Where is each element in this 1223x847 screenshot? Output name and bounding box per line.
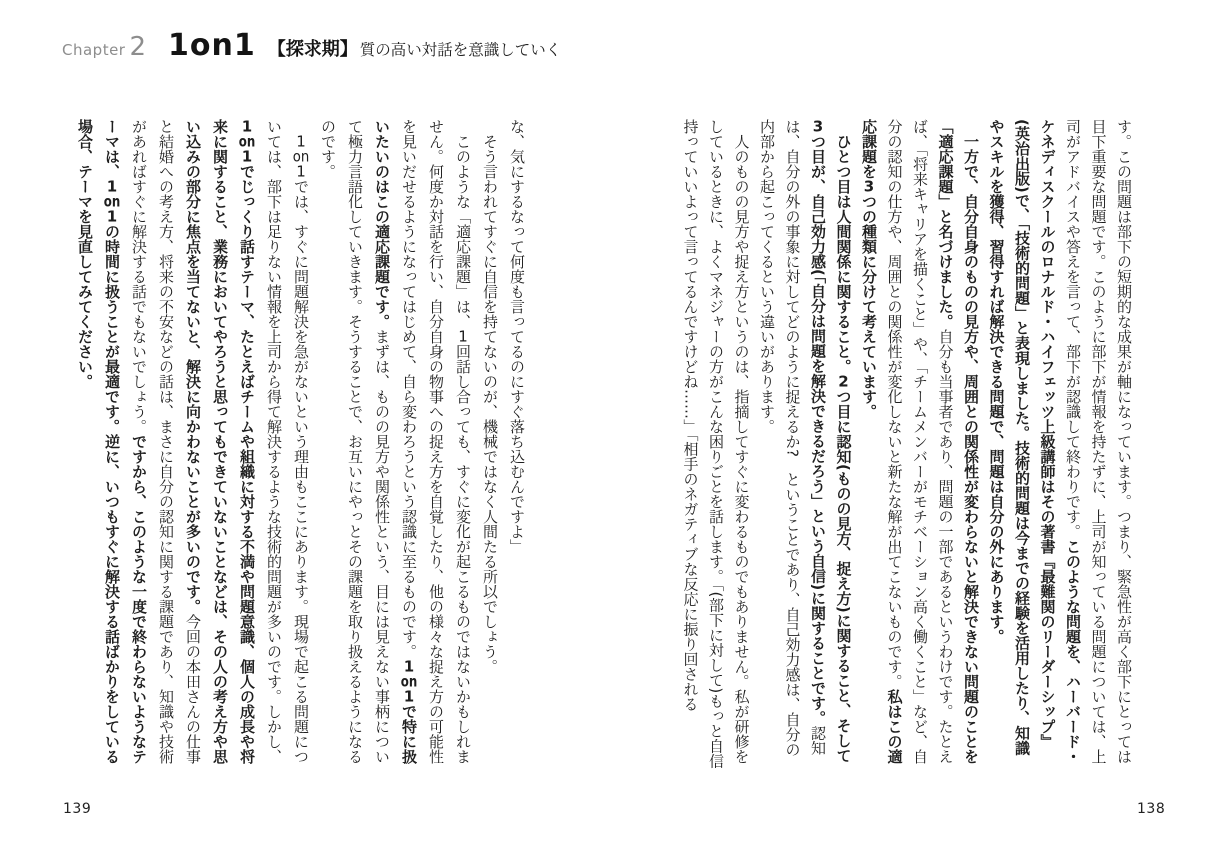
- tatechuyoko: 2: [838, 374, 849, 389]
- paragraph: [983, 119, 1136, 769]
- tatechuyoko: 1: [241, 149, 253, 164]
- text-segment: 今回の本田さんの仕事と結婚への考え方、将来の不安などの話は、まさに自分の認知に関する課題であり、知識や技術があればすぐに解決する話でもないでしょう。: [130, 119, 202, 764]
- tatechuyoko: 1: [458, 329, 468, 344]
- tatechuyoko: 1: [106, 209, 118, 224]
- tatechuyoko: 3: [863, 179, 875, 194]
- bold-text-segment: 1on1で特に扱いたいのはこの適応課題です。: [373, 119, 418, 764]
- text-segment: [835, 119, 853, 134]
- tatechuyoko: 1: [296, 164, 306, 179]
- page-left-text: [71, 119, 530, 769]
- tatechuyoko: on: [103, 194, 121, 209]
- chapter-number: 2: [129, 32, 147, 62]
- text-segment: [962, 119, 980, 134]
- one-on-one-logo: 1on1: [168, 28, 256, 63]
- paragraph: [856, 119, 984, 769]
- text-segment: す。この問題は部下の短期的な成果が軸になっています。つまり、緊急性が高く部下にとっては目下重要な問題です。このように部下が情報を持たずに、上司が知っている問題については、上司がアドバイスや答えを言って、部下が認識して終わりです。: [1064, 119, 1133, 764]
- text-segment: 人のものの見方や捉え方というのは、指摘してすぐに変わるものでもありません。私が研修をしているときに、よくマネジャーの方がこんな困りごとを話します。「(部下に対して)もっと自信持っていいよって言ってるんですけどね……」「相手のネガティブな反応に振り回される: [681, 119, 751, 769]
- page-right-text: [677, 119, 1136, 769]
- bold-text-segment: 私はこの適応課題を3つの種類に分けて考えています。: [860, 119, 904, 764]
- paragraph: [476, 119, 503, 769]
- paragraph: [754, 119, 856, 769]
- tatechuyoko: 3: [812, 119, 824, 134]
- tatechuyoko: 1: [241, 119, 253, 134]
- paragraph: [71, 119, 314, 769]
- tatechuyoko: 1: [403, 659, 415, 674]
- bold-text-segment: このような問題を、ハーバード・ケネディスクールのロナルド・ハイフェッツ上級講師はその著書『最難関のリーダーシップ』(英治出版)で、「技術的問題」と表現しました。技術的問題は今までの経験を活用したり、知識やスキルを獲得、習得すれば解決できる問題で、問題は自分の外にあります。: [987, 119, 1082, 764]
- bold-text-segment: 一方で、自分自身のものの見方や、周囲との関係性が変わらないと解決できない問題のことを「適応課題」と名づけました。: [936, 119, 980, 764]
- text-segment: 1on1では、すぐに問題解決を急がないという理由もここにあります。現場で起こる問題については、部下は足りない情報を上司から得て解決するような技術的問題が多いのです。しかし、: [265, 119, 310, 764]
- bold-text-segment: ですから、このような一度で終わらないようなテーマは、1on1の時間に扱うことが最適です。逆に、いつもすぐに解決する話ばかりをしている場合、テーマを見直してみてください。: [76, 119, 148, 764]
- text-segment: な、気にするなって何度も言ってるのにすぐ落ち込むんですよ」: [508, 119, 526, 554]
- text-segment: 認知は、自分の外の事象に対してどのように捉えるか? ということであり、自己効力感は、自分の内部から起こってくるという違いがあります。: [758, 119, 827, 757]
- tatechuyoko: on: [238, 134, 256, 149]
- paragraph: [503, 119, 530, 769]
- bold-text-segment: ひとつ目は人間関係に関すること。2つ目に認知(ものの見方、捉え方)に関すること、そして3つ目が、自己効力感(「自分は問題を解決できるだろう」という自信)に関することです。: [809, 119, 853, 763]
- chapter-header: [62, 28, 561, 63]
- tatechuyoko: 1: [106, 179, 118, 194]
- bold-text-segment: 1on1でじっくり話すテーマ、たとえばチームや組織に対する不満や問題意識、個人の成長や将来に関すること、業務においてやろうと思ってもできていないことなどは、その人の考え方や思い込みの部分に焦点を当てないと、解決に向かわないことが多いのです。: [184, 119, 256, 764]
- chapter-subtitle: 質の高い対話を意識していく: [359, 41, 562, 59]
- paragraph: [314, 119, 476, 769]
- page-number-left: 139: [63, 801, 92, 817]
- page-number-right: 138: [1137, 801, 1166, 817]
- tatechuyoko: 1: [296, 134, 306, 149]
- tatechuyoko: on: [292, 149, 310, 164]
- phase-tag: 【探求期】: [267, 39, 358, 60]
- text-segment: 自分も当事者であり、問題の一部であるというわけです。たとえば、「将来キャリアを描くこと」や、「チームメンバーがモチベーション高く働くこと」など、自分の認知の仕方や、周囲との関係性が変化しないと新たな解が出てこないものです。: [885, 119, 955, 764]
- chapter-label: Chapter: [62, 41, 126, 59]
- tatechuyoko: 1: [403, 689, 415, 704]
- tatechuyoko: on: [400, 674, 418, 689]
- text-segment: このような「適応課題」は、1回話し合っても、すぐに変化が起こるものではないかもしれません。何度か対話を行い、自分自身の物事への捉え方を自覚したり、他の様々な捉え方の可能性を見いだせるようになってはじめて、自ら変わろうという認識に至るものです。: [400, 119, 472, 764]
- text-segment: まずは、ものの見方や関係性という、目には見えない事柄について極力言語化していきます。そうすることで、お互いにやっとその課題を取り扱えるようになるのです。: [319, 119, 391, 764]
- text-segment: そう言われてすぐに自信を持てないのが、機械ではなく人間たる所以でしょう。: [481, 119, 499, 674]
- paragraph: [677, 119, 754, 769]
